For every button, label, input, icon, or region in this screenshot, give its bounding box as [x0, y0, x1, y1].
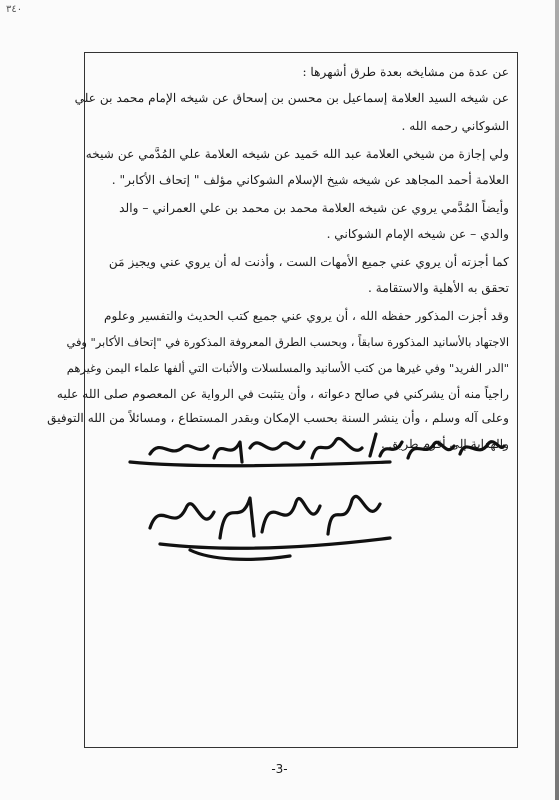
text-line-4: ولي إجازة من شيخي العلامة عبد الله حَميد عن شيخه العلامة علي المُدَّمي عن شيخه	[85, 147, 509, 161]
page-number: -3-	[271, 762, 288, 776]
text-line-10: وقد أجزت المذكور حفظه الله ، أن يروي عني جميع كتب الحديث والتفسير وعلوم	[104, 309, 509, 323]
text-line-1: عن عدة من مشايخه بعدة طرق أشهرها :	[302, 65, 509, 79]
text-line-12: "الدر الفريد" وفي غيرها من كتب الأسانيد والمسلسلات والأثبات التي ألفها علماء اليمن وغيرهم	[66, 361, 509, 375]
text-line-9: تحقق به الأهلية والاستقامة .	[368, 281, 509, 295]
scan-edge	[555, 0, 559, 800]
handwritten-signatures	[90, 428, 510, 568]
text-line-2: عن شيخه السيد العلامة إسماعيل بن محسن بن إسحاق عن شيخه الإمام محمد بن علي	[74, 91, 509, 105]
text-line-11: الاجتهاد بالأسانيد المذكورة سابقاً ، وبحسب الطرق المعروفة المذكورة في "إتحاف الأكابر" وفي	[66, 335, 509, 349]
signature-drawing	[90, 428, 510, 568]
text-line-5: العلامة أحمد المجاهد عن شيخه شيخ الإسلام الشوكاني مؤلف " إتحاف الأكابر" .	[111, 173, 509, 187]
text-line-8: كما أجزته أن يروي عني جميع الأمهات الست ، وأذنت له أن يروي عني ويجيز مَن	[108, 255, 509, 269]
text-line-14: وعلى آله وسلم ، وأن ينشر السنة بحسب الإمكان وبقدر المستطاع ، ومسائلاً من الله التوفيق	[47, 411, 509, 425]
text-line-7: والدي – عن شيخه الإمام الشوكاني .	[326, 227, 509, 241]
text-line-6: وأيضاً المُدَّمي يروي عن شيخه العلامة محمد بن محمد بن علي العمراني – والد	[119, 201, 509, 215]
corner-mark: ٣٤٠	[6, 4, 23, 15]
text-line-13: راجياً منه أن يشركني في صالح دعواته ، وأن يتثبت في الرواية عن المعصوم صلى الله عليه	[56, 387, 509, 401]
text-line-3: الشوكاني رحمه الله .	[401, 119, 509, 133]
text-line-15: والهداية إلى أقوم طريق .	[381, 437, 509, 451]
